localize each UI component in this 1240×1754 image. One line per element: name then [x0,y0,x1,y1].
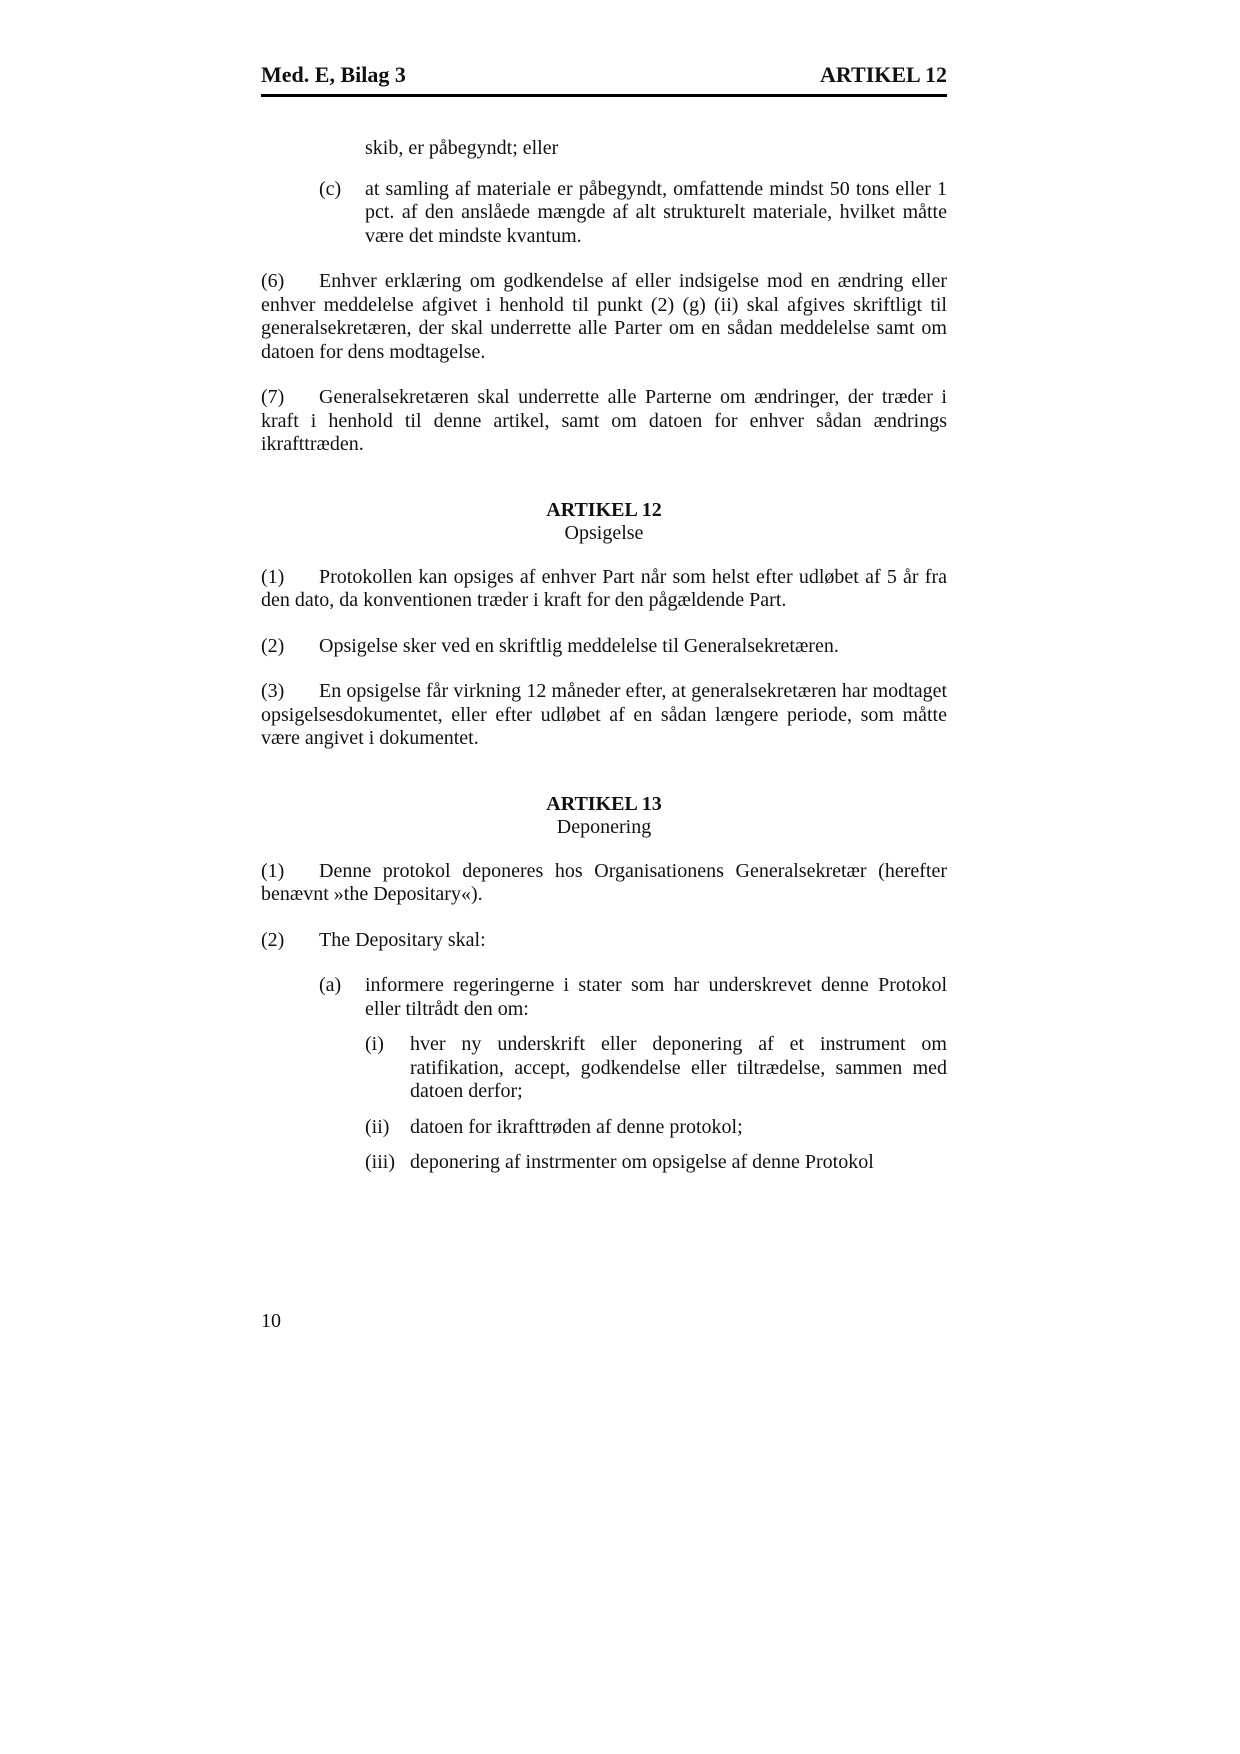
art13-subitem-i [261,1033,947,1104]
article-13-title: ARTIKEL 13 [546,792,662,815]
paragraph-number: (2) [261,928,285,951]
header-left: Med. E, Bilag 3 [261,62,406,87]
subitem-text: hver ny underskrift eller deponering af et instrument om ratifikation, accept, godkendelse eller tiltrædelse, sammen med datoen derfor; [410,1033,947,1102]
paragraph-6 [261,270,947,364]
art12-paragraph-1 [261,566,947,613]
paragraph-text: Denne protokol deponeres hos Organisationens Generalsekretær (herefter benævnt »the Depositary«). [261,859,947,905]
article-13-subtitle: Deponering [556,816,652,838]
paragraph-text: Enhver erklæring om godkendelse af eller indsigelse mod en ændring eller enhver meddelelse afgivet i henhold til punkt (2) (g) (ii) skal afgives skriftligt til generalsekretæren, der skal underrette alle Parter om en sådan meddelelse samt om datoen for dens modtagelse. [261,270,947,363]
item-c [261,178,947,249]
paragraph-number: (1) [261,859,285,882]
subitem-text: datoen for ikrafttrøden af denne protokol; [410,1115,743,1138]
document-page [261,62,947,1175]
paragraph-text: En opsigelse får virkning 12 måneder efter, at generalsekretæren har modtaget opsigelsesdokumentet, eller efter udløbet af en sådan længere periode, som måtte være angivet i dokumentet. [261,680,947,749]
paragraph-number: (7) [261,386,285,408]
paragraph-text: Opsigelse sker ved en skriftlig meddelelse til Generalsekretæren. [319,634,839,657]
page-number: 10 [261,1310,281,1332]
article-12-subtitle: Opsigelse [564,522,644,544]
paragraph-number: (6) [261,270,285,292]
article-12-title: ARTIKEL 12 [546,498,662,521]
subitem-label: (iii) [365,1151,395,1173]
header-right: ARTIKEL 12 [820,62,947,87]
item-label: (c) [319,177,342,200]
art13-item-a [261,974,947,1021]
continuation-text: skib, er påbegyndt; eller [365,137,559,159]
paragraph-text: Protokollen kan opsiges af enhver Part når som helst efter udløbet af 5 år fra den dato, da konventionen træder i kraft for den pågældende Part. [261,565,947,611]
subitem-label: (ii) [365,1115,390,1138]
subitem-text: deponering af instrmenter om opsigelse af denne Protokol [410,1151,874,1173]
document-body [261,137,947,1175]
art12-paragraph-3 [261,680,947,751]
paragraph-7 [261,386,947,457]
paragraph-text: The Depositary skal: [319,928,486,951]
paragraph-number: (3) [261,680,285,702]
subitem-label: (i) [365,1033,384,1055]
paragraph-number: (1) [261,565,285,588]
art13-paragraph-1 [261,860,947,907]
art13-subitem-ii [261,1116,947,1140]
paragraph-number: (2) [261,634,285,657]
art13-paragraph-2 [261,929,947,953]
paragraph-text: Generalsekretæren skal underrette alle Parterne om ændringer, der træder i kraft i henhold til denne artikel, samt om datoen for enhver sådan ændrings ikrafttræden. [261,386,947,455]
item-text: at samling af materiale er påbegyndt, omfattende mindst 50 tons eller 1 pct. af den anslåede mængde af alt strukturelt materiale, hvilket måtte være det mindste kvantum. [365,177,947,247]
running-header [261,62,947,97]
item-label: (a) [319,974,342,996]
art12-paragraph-2 [261,635,947,659]
item-text: informere regeringerne i stater som har underskrevet denne Protokol eller tiltrådt den om: [365,974,947,1020]
art13-subitem-iii [261,1151,947,1175]
